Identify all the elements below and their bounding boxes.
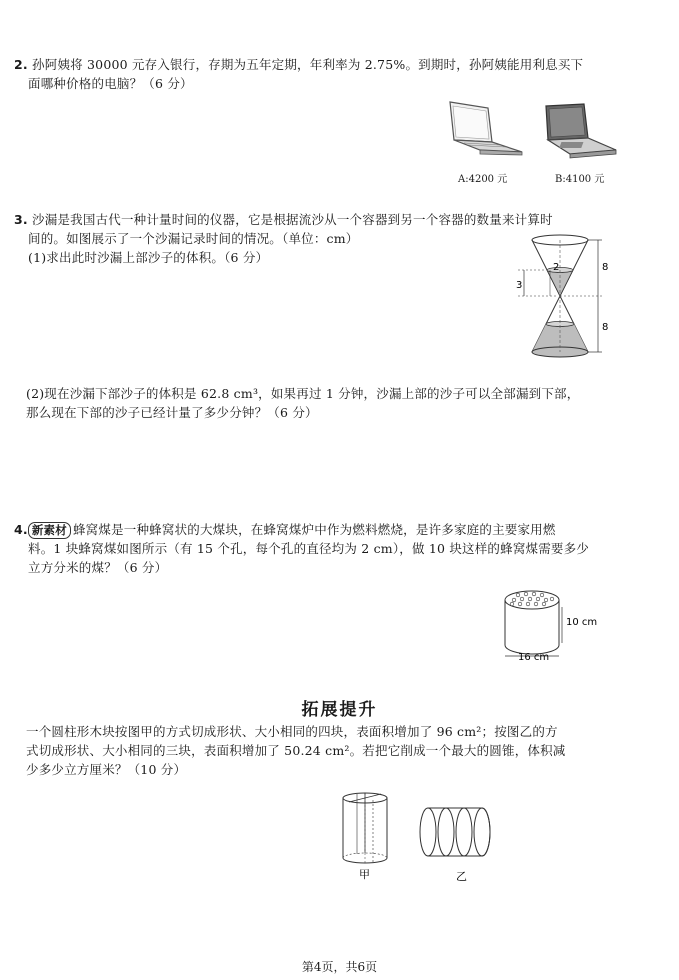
cylinder-figure-a (335, 790, 400, 880)
hourglass-figure (510, 232, 610, 367)
section-title: 拓展提升 (301, 700, 378, 720)
diameter-label: 16 cm (518, 652, 550, 663)
question-number: 3. (14, 212, 28, 227)
question-text: 料。1 块蜂窝煤如图所示（有 15 个孔，每个孔的直径均为 2 cm），做 10 块这样的蜂窝煤需要多少 (28, 541, 590, 556)
dim-upper: 8 (602, 262, 609, 273)
question-text: 间的。如图展示了一个沙漏记录时间的情况。（单位：cm） (28, 231, 359, 246)
briquette-figure (500, 585, 610, 663)
question-text: 立方分米的煤？（6 分） (28, 560, 168, 575)
question-part-1: (1)求出此时沙漏上部沙子的体积。（6 分） (28, 250, 269, 265)
option-a-label: A:4200 元 (458, 174, 508, 185)
question-text: (2)现在沙漏下部沙子的体积是 62.8 cm³，如果再过 1 分钟，沙漏上部的沙子可以全部漏到下部， (26, 386, 580, 401)
question-3-part-2 (26, 384, 666, 422)
question-text: 一个圆柱形木块按图甲的方式切成形状、大小相同的四块，表面积增加了 96 cm²；按图乙的方 (26, 724, 558, 739)
laptop-b-image (540, 102, 620, 164)
question-number: 4. (14, 522, 28, 537)
dim-neck: 3 (516, 280, 523, 291)
question-text: 少多少立方厘米？（10 分） (26, 762, 187, 777)
new-material-tag: 新素材 (28, 522, 71, 539)
question-text: 那么现在下部的沙子已经计量了多少分钟？（6 分） (26, 405, 318, 420)
question-text: 面哪种价格的电脑？（6 分） (28, 76, 193, 91)
dim-lower: 8 (602, 322, 609, 333)
question-number: 2. (14, 57, 28, 72)
dim-top-sand: 2 (553, 262, 560, 273)
question-text: 沙漏是我国古代一种计量时间的仪器，它是根据流沙从一个容器到另一个容器的数量来计算时 (32, 212, 553, 227)
laptop-a-image (440, 100, 525, 162)
height-label: 10 cm (566, 617, 598, 628)
figure-b-label: 乙 (456, 870, 467, 883)
question-text: 式切成形状、大小相同的三块，表面积增加了 50.24 cm²。若把它削成一个最大的圆锥，体积减 (26, 743, 566, 758)
question-text: 蜂窝煤是一种蜂窝状的大煤块，在蜂窝煤炉中作为燃料燃烧，是许多家庭的主要家用燃 (72, 522, 556, 537)
cylinder-figure-b (418, 802, 506, 884)
question-2 (14, 55, 664, 93)
page-footer: 第4页，共6页 (301, 960, 378, 974)
question-4 (14, 520, 664, 577)
extension-question (26, 722, 666, 779)
option-b-label: B:4100 元 (555, 174, 605, 185)
question-text: 孙阿姨将 30000 元存入银行，存期为五年定期，年利率为 2.75%。到期时，孙阿姨能用利息买下 (32, 57, 584, 72)
figure-a-label: 甲 (359, 868, 370, 880)
